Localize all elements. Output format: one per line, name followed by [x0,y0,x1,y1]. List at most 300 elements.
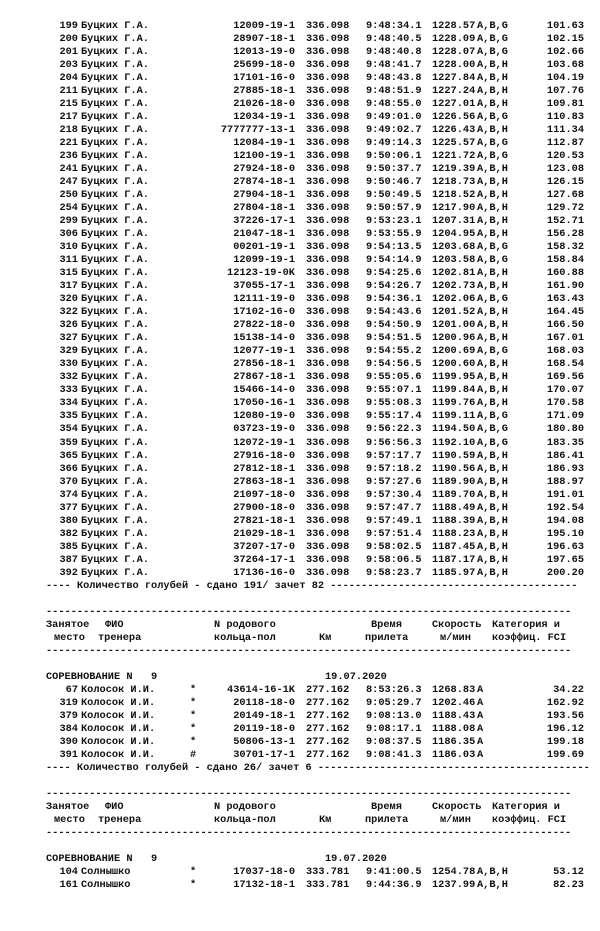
cell-category: A,B,H [477,85,508,98]
cell-fci-coefficient: 191.01 [546,488,584,501]
cell-place: 322 [59,306,78,319]
cell-speed: 1199.84 [432,384,476,397]
table-row [0,59,600,72]
cell-speed: 1186.03 [432,748,476,761]
rule-line: ------------------------------------------------------------------------------------- [46,605,572,618]
cell-distance: 336.098 [306,85,350,98]
cell-distance: 336.098 [306,501,350,514]
cell-trainer: Буцких Г.А. [81,371,149,384]
cell-trainer: Буцких Г.А. [81,189,149,202]
rule-line: ------------------------------------------------------------------------------------- [46,826,572,839]
cell-ring-number: 17102-16-0 [233,306,295,319]
cell-place: 201 [59,46,78,59]
cell-fci-coefficient: 180.80 [546,423,584,436]
blank-line [0,775,600,788]
cell-ring-number: 15466-14-0 [233,384,295,397]
cell-category: A,B,H [477,319,508,332]
cell-arrival-time: 9:48:40.5 [366,33,422,46]
cell-ring-number: 12009-19-1 [233,20,295,32]
cell-distance: 336.098 [306,540,350,553]
cell-fci-coefficient: 53.12 [553,866,584,879]
cell-speed: 1225.57 [432,137,476,150]
section-3-results [0,866,600,892]
cell-ring-number: 27812-18-1 [233,462,295,475]
header-ring: N родового [214,800,276,813]
cell-distance: 336.098 [306,514,350,527]
cell-ring-number: 12072-19-1 [233,436,295,449]
cell-distance: 277.162 [306,683,350,696]
cell-trainer: Буцких Г.А. [81,72,149,85]
table-row [0,476,600,489]
cell-trainer: Буцких Г.А. [81,436,149,449]
cell-distance: 336.098 [306,241,350,254]
cell-place: 384 [59,722,78,735]
cell-arrival-time: 9:55:07.1 [366,384,422,397]
header-fio: ФИО [105,800,124,813]
cell-distance: 277.162 [306,722,350,735]
cell-speed: 1203.68 [432,241,476,254]
cell-arrival-time: 9:48:40.8 [366,46,422,59]
cell-distance: 336.098 [306,137,350,150]
cell-fci-coefficient: 186.93 [546,462,584,475]
cell-place: 306 [59,228,78,241]
cell-place: 211 [59,85,78,98]
cell-ring-number: 21029-18-1 [233,527,295,540]
cell-category: A,B,H [477,514,508,527]
cell-speed: 1188.08 [432,722,476,735]
cell-ring-number: 17132-18-1 [233,879,295,892]
cell-distance: 336.098 [306,20,350,32]
column-header-line-2 [0,632,600,645]
cell-speed: 1228.07 [432,46,476,59]
table-row [0,176,600,189]
cell-place: 329 [59,345,78,358]
table-row [0,437,600,450]
table-row [0,710,600,723]
table-row [0,306,600,319]
competition-date: 19.07.2020 [325,670,387,683]
cell-distance: 336.098 [306,527,350,540]
cell-speed: 1219.39 [432,163,476,176]
cell-trainer: Буцких Г.А. [81,514,149,527]
cell-fci-coefficient: 120.53 [546,150,584,163]
cell-arrival-time: 9:57:27.6 [366,475,422,488]
cell-place: 390 [59,735,78,748]
cell-speed: 1199.95 [432,371,476,384]
cell-ring-number: 30701-17-1 [233,748,295,761]
cell-fci-coefficient: 123.08 [546,163,584,176]
cell-ring-number: 27874-18-1 [233,176,295,189]
cell-trainer: Колосок И.И. [81,709,156,722]
cell-trainer: Колосок И.И. [81,722,156,735]
table-row [0,423,600,436]
cell-place: 379 [59,709,78,722]
cell-trainer: Буцких Г.А. [81,20,149,32]
cell-trainer: Буцких Г.А. [81,566,149,579]
cell-arrival-time: 9:58:02.5 [366,540,422,553]
cell-speed: 1218.52 [432,189,476,202]
rule-line: ------------------------------------------------------------------------------------- [46,644,572,657]
cell-fci-coefficient: 126.15 [546,176,584,189]
cell-category: A,B,H [477,384,508,397]
cell-arrival-time: 9:50:46.7 [366,176,422,189]
cell-ring-number: 21097-18-0 [233,488,295,501]
cell-arrival-time: 9:58:06.5 [366,553,422,566]
cell-place: 354 [59,423,78,436]
cell-place: 203 [59,59,78,72]
cell-category: A [477,735,484,748]
cell-fci-coefficient: 196.63 [546,540,584,553]
header-km: Км [319,813,332,826]
table-row [0,450,600,463]
cell-speed: 1227.84 [432,72,476,85]
cell-ring-number: 12034-19-1 [233,111,295,124]
cell-fci-coefficient: 158.32 [546,241,584,254]
header-km: Км [319,631,332,644]
cell-speed: 1188.49 [432,501,476,514]
cell-place: 310 [59,241,78,254]
header-category: Категория и [492,800,560,813]
cell-category: A [477,696,484,709]
cell-arrival-time: 9:54:55.2 [366,345,422,358]
cell-category: A,B,H [477,371,508,384]
cell-ring-number: 20118-18-0 [233,696,295,709]
cell-arrival-time: 9:57:47.7 [366,501,422,514]
cell-fci-coefficient: 109.81 [546,98,584,111]
cell-speed: 1217.90 [432,202,476,215]
cell-arrival-time: 9:54:56.5 [366,358,422,371]
header-place: Занятое [46,618,90,631]
cell-category: A,B,H [477,306,508,319]
cell-place: 392 [59,566,78,579]
table-row [0,163,600,176]
cell-speed: 1201.00 [432,319,476,332]
cell-fci-coefficient: 102.66 [546,46,584,59]
cell-speed: 1188.23 [432,527,476,540]
cell-ring-number: 20119-18-0 [233,722,295,735]
cell-ring-number: 27822-18-0 [233,319,295,332]
cell-speed: 1188.39 [432,514,476,527]
cell-place: 332 [59,371,78,384]
table-row [0,332,600,345]
cell-ring-number: 50806-13-1 [233,735,295,748]
table-row [0,567,600,580]
cell-category: A,B,H [477,267,508,280]
cell-trainer: Буцких Г.А. [81,124,149,137]
header-category-2: коэффиц. FCI [492,631,567,644]
cell-place: 320 [59,293,78,306]
cell-place: 380 [59,514,78,527]
cell-fci-coefficient: 112.87 [546,137,584,150]
cell-category: A [477,748,484,761]
cell-arrival-time: 9:54:13.5 [366,241,422,254]
cell-fci-coefficient: 166.50 [546,319,584,332]
cell-category: A,B,G [477,410,508,423]
cell-place: 254 [59,202,78,215]
table-row [0,345,600,358]
cell-fci-coefficient: 107.76 [546,85,584,98]
cell-ring-number: 20149-18-1 [233,709,295,722]
cell-distance: 336.098 [306,358,350,371]
cell-category: A,B,H [477,553,508,566]
cell-speed: 1202.46 [432,696,476,709]
cell-speed: 1202.06 [432,293,476,306]
cell-arrival-time: 9:54:51.5 [366,332,422,345]
cell-speed: 1190.59 [432,449,476,462]
cell-ring-number: 27924-18-0 [233,163,295,176]
table-row [0,111,600,124]
cell-speed: 1228.09 [432,33,476,46]
cell-arrival-time: 9:58:23.7 [366,566,422,579]
header-time: Время [371,618,402,631]
cell-fci-coefficient: 82.23 [553,879,584,892]
cell-ring-number: 12080-19-0 [233,410,295,423]
cell-arrival-time: 9:08:41.3 [366,748,422,761]
competition-line [0,671,600,684]
cell-place: 326 [59,319,78,332]
header-category-2: коэффиц. FCI [492,813,567,826]
table-row [0,254,600,267]
cell-place: 217 [59,111,78,124]
cell-distance: 336.098 [306,59,350,72]
table-row [0,541,600,554]
cell-ring-number: 17037-18-0 [233,866,295,879]
cell-speed: 1189.90 [432,475,476,488]
cell-distance: 277.162 [306,709,350,722]
cell-place: 377 [59,501,78,514]
cell-place: 366 [59,462,78,475]
column-header-line-1 [0,801,600,814]
table-row [0,371,600,384]
cell-fci-coefficient: 34.22 [553,683,584,696]
table-row [0,267,600,280]
cell-ring-number: 27821-18-1 [233,514,295,527]
cell-ring-number: 27804-18-1 [233,202,295,215]
cell-fci-coefficient: 156.28 [546,228,584,241]
cell-trainer: Буцких Г.А. [81,553,149,566]
cell-speed: 1192.10 [432,436,476,449]
cell-arrival-time: 9:53:23.1 [366,215,422,228]
header-place: Занятое [46,800,90,813]
cell-speed: 1254.78 [432,866,476,879]
cell-fci-coefficient: 127.68 [546,189,584,202]
cell-fci-coefficient: 158.84 [546,254,584,267]
cell-speed: 1203.58 [432,254,476,267]
cell-category: A [477,709,484,722]
cell-fci-coefficient: 168.03 [546,345,584,358]
cell-category: A,B,H [477,332,508,345]
cell-arrival-time: 9:08:13.0 [366,709,422,722]
cell-ring-number: 25699-18-0 [233,59,295,72]
cell-distance: 336.098 [306,397,350,410]
cell-mark: * [190,696,197,709]
cell-fci-coefficient: 196.12 [546,722,584,735]
cell-fci-coefficient: 110.83 [546,111,584,124]
cell-category: A,B,H [477,358,508,371]
cell-trainer: Буцких Г.А. [81,501,149,514]
cell-ring-number: 15138-14-0 [233,332,295,345]
cell-trainer: Колосок И.И. [81,735,156,748]
table-row [0,697,600,710]
table-row [0,515,600,528]
cell-trainer: Буцких Г.А. [81,488,149,501]
cell-mark: * [190,879,197,892]
cell-fci-coefficient: 103.68 [546,59,584,72]
cell-fci-coefficient: 164.45 [546,306,584,319]
cell-category: A,B,G [477,423,508,436]
cell-speed: 1221.72 [432,150,476,163]
cell-trainer: Буцких Г.А. [81,306,149,319]
cell-fci-coefficient: 162.92 [546,696,584,709]
cell-trainer: Буцких Г.А. [81,384,149,397]
cell-speed: 1201.52 [432,306,476,319]
table-row [0,502,600,515]
cell-fci-coefficient: 104.19 [546,72,584,85]
table-row [0,137,600,150]
blank-line [0,593,600,606]
cell-place: 247 [59,176,78,189]
cell-speed: 1202.73 [432,280,476,293]
cell-trainer: Буцких Г.А. [81,150,149,163]
cell-distance: 277.162 [306,748,350,761]
cell-category: A,B,H [477,397,508,410]
cell-mark: * [190,866,197,879]
cell-place: 327 [59,332,78,345]
table-row [0,684,600,697]
cell-arrival-time: 9:49:01.0 [366,111,422,124]
header-fio-2: тренера [98,813,142,826]
cell-ring-number: 27904-18-1 [233,189,295,202]
cell-place: 365 [59,449,78,462]
table-row [0,736,600,749]
cell-fci-coefficient: 161.90 [546,280,584,293]
cell-category: A,B,G [477,436,508,449]
cell-place: 299 [59,215,78,228]
cell-distance: 336.098 [306,566,350,579]
cell-arrival-time: 9:55:05.6 [366,371,422,384]
cell-place: 204 [59,72,78,85]
cell-place: 250 [59,189,78,202]
cell-fci-coefficient: 170.07 [546,384,584,397]
cell-trainer: Буцких Г.А. [81,254,149,267]
cell-trainer: Буцких Г.А. [81,137,149,150]
cell-arrival-time: 9:57:17.7 [366,449,422,462]
cell-arrival-time: 9:55:17.4 [366,410,422,423]
cell-trainer: Буцких Г.А. [81,202,149,215]
header-fio-2: тренера [98,631,142,644]
cell-arrival-time: 9:56:56.3 [366,436,422,449]
cell-place: 315 [59,267,78,280]
cell-ring-number: 17050-16-1 [233,397,295,410]
table-row [0,723,600,736]
cell-trainer: Буцких Г.А. [81,215,149,228]
cell-category: A,B,G [477,46,508,59]
cell-fci-coefficient: 167.01 [546,332,584,345]
cell-trainer: Колосок И.И. [81,748,156,761]
header-time-2: прилета [365,631,409,644]
cell-fci-coefficient: 171.09 [546,410,584,423]
cell-category: A,B,H [477,475,508,488]
cell-distance: 336.098 [306,111,350,124]
blank-line [0,658,600,671]
cell-speed: 1187.17 [432,553,476,566]
cell-place: 221 [59,137,78,150]
cell-distance: 336.098 [306,163,350,176]
cell-trainer: Буцких Г.А. [81,540,149,553]
cell-arrival-time: 8:53:26.3 [366,683,422,696]
cell-distance: 333.781 [306,866,350,879]
cell-arrival-time: 9:54:25.6 [366,267,422,280]
cell-distance: 277.162 [306,735,350,748]
cell-trainer: Буцких Г.А. [81,280,149,293]
cell-fci-coefficient: 170.58 [546,397,584,410]
blank-line [0,840,600,853]
cell-arrival-time: 9:48:55.0 [366,98,422,111]
cell-arrival-time: 9:54:14.9 [366,254,422,267]
header-category: Категория и [492,618,560,631]
cell-fci-coefficient: 200.20 [546,566,584,579]
competition-label: СОРЕВНОВАНИЕ N 9 [46,670,158,683]
cell-distance: 336.098 [306,449,350,462]
cell-distance: 336.098 [306,46,350,59]
cell-ring-number: 27863-18-1 [233,475,295,488]
cell-arrival-time: 9:57:51.4 [366,527,422,540]
cell-arrival-time: 9:54:26.7 [366,280,422,293]
cell-ring-number: 37226-17-1 [233,215,295,228]
competition-date: 19.07.2020 [325,853,387,865]
cell-fci-coefficient: 193.56 [546,709,584,722]
cell-category: A,B,H [477,540,508,553]
cell-category: A,B,G [477,345,508,358]
cell-distance: 277.162 [306,696,350,709]
cell-fci-coefficient: 199.18 [546,735,584,748]
cell-arrival-time: 9:08:37.5 [366,735,422,748]
header-ring: N родового [214,618,276,631]
cell-place: 335 [59,410,78,423]
cell-mark: * [190,709,197,722]
cell-arrival-time: 9:50:37.7 [366,163,422,176]
cell-ring-number: 37207-17-0 [233,540,295,553]
cell-fci-coefficient: 102.15 [546,33,584,46]
cell-category: A,B,G [477,254,508,267]
cell-category: A,B,H [477,566,508,579]
cell-place: 387 [59,553,78,566]
cell-speed: 1226.43 [432,124,476,137]
cell-category: A,B,G [477,137,508,150]
cell-distance: 336.098 [306,410,350,423]
cell-distance: 336.098 [306,345,350,358]
cell-ring-number: 12084-19-1 [233,137,295,150]
table-row [0,489,600,502]
cell-fci-coefficient: 197.65 [546,553,584,566]
cell-ring-number: 12013-19-0 [233,46,295,59]
cell-category: A,B,G [477,20,508,32]
cell-fci-coefficient: 186.41 [546,449,584,462]
cell-ring-number: 27916-18-0 [233,449,295,462]
cell-arrival-time: 9:57:49.1 [366,514,422,527]
table-row [0,189,600,202]
cell-arrival-time: 9:54:36.1 [366,293,422,306]
rule-line: ------------------------------------------------------------------------------------- [46,787,572,800]
cell-ring-number: 27900-18-0 [233,501,295,514]
cell-ring-number: 27867-18-1 [233,371,295,384]
cell-ring-number: 17136-16-0 [233,566,295,579]
cell-category: A,B,H [477,124,508,137]
cell-fci-coefficient: 152.71 [546,215,584,228]
cell-arrival-time: 9:44:36.9 [366,879,422,892]
cell-place: 200 [59,33,78,46]
cell-trainer: Буцких Г.А. [81,163,149,176]
